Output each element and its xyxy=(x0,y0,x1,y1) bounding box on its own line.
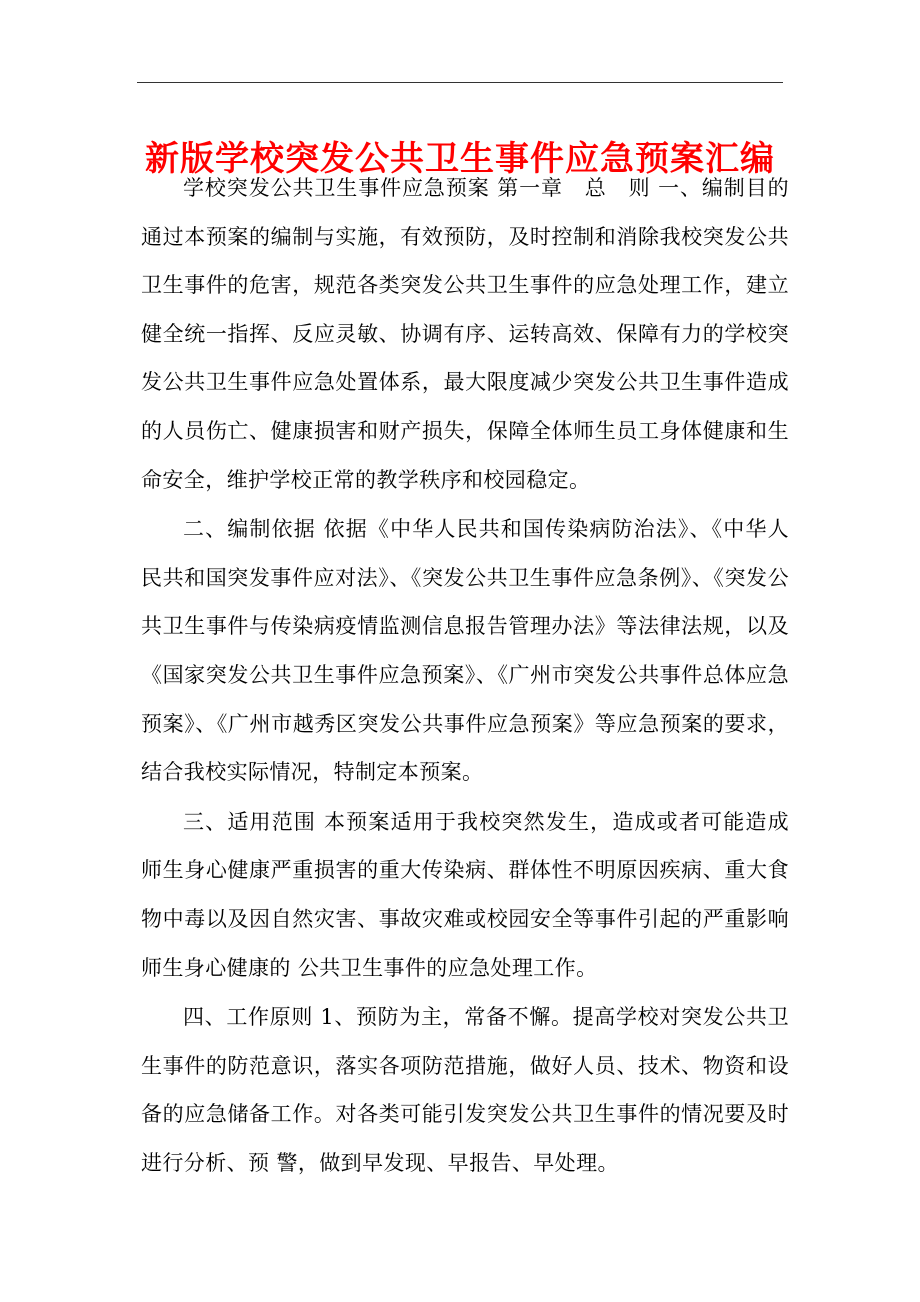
document-body xyxy=(141,164,789,1187)
paragraph-basis: 二、编制依据 依据《中华人民共和国传染病防治法》、《中华人民共和国突发事件应对法》、《突发公共卫生事件应急条例》、《突发公共卫生事件与传染病疫情监测信息报告管理办法》等法律法规，以及《国家突发公共卫生事件应急预案》、《广州市突发公共事件总体应急预案》、《广州市越秀区突发公共事件应急预案》等应急预案的要求，结合我校实际情况，特制定本预案。 xyxy=(141,517,789,785)
paragraph-scope: 三、适用范围 本预案适用于我校突然发生，造成或者可能造成师生身心健康严重损害的重大传染病、群体性不明原因疾病、重大食物中毒以及因自然灾害、事故灾难或校园安全等事件引起的严重影响师生身心健康的 公共卫生事件的应急处理工作。 xyxy=(141,809,789,980)
document-title: 新版学校突发公共卫生事件应急预案汇编 xyxy=(145,138,775,179)
header-rule xyxy=(137,82,783,83)
paragraph-principles: 四、工作原则 1、预防为主，常备不懈。提高学校对突发公共卫生事件的防范意识，落实各项防范措施，做好人员、技术、物资和设备的应急储备工作。对各类可能引发突发公共卫生事件的情况要及时进行分析、预 警，做到早发现、早报告、早处理。 xyxy=(141,1005,789,1175)
paragraph-purpose: 学校突发公共卫生事件应急预案 第一章 总 则 一、编制目的 通过本预案的编制与实施，有效预防，及时控制和消除我校突发公共卫生事件的危害，规范各类突发公共卫生事件的应急处理工作，建立健全统一指挥、反应灵敏、协调有序、运转高效、保障有力的学校突发公共卫生事件应急处置体系，最大限度减少突发公共卫生事件造成的人员伤亡、健康损害和财产损失，保障全体师生员工身体健康和生命安全，维护学校正常的教学秩序和校园稳定。 xyxy=(141,176,789,492)
